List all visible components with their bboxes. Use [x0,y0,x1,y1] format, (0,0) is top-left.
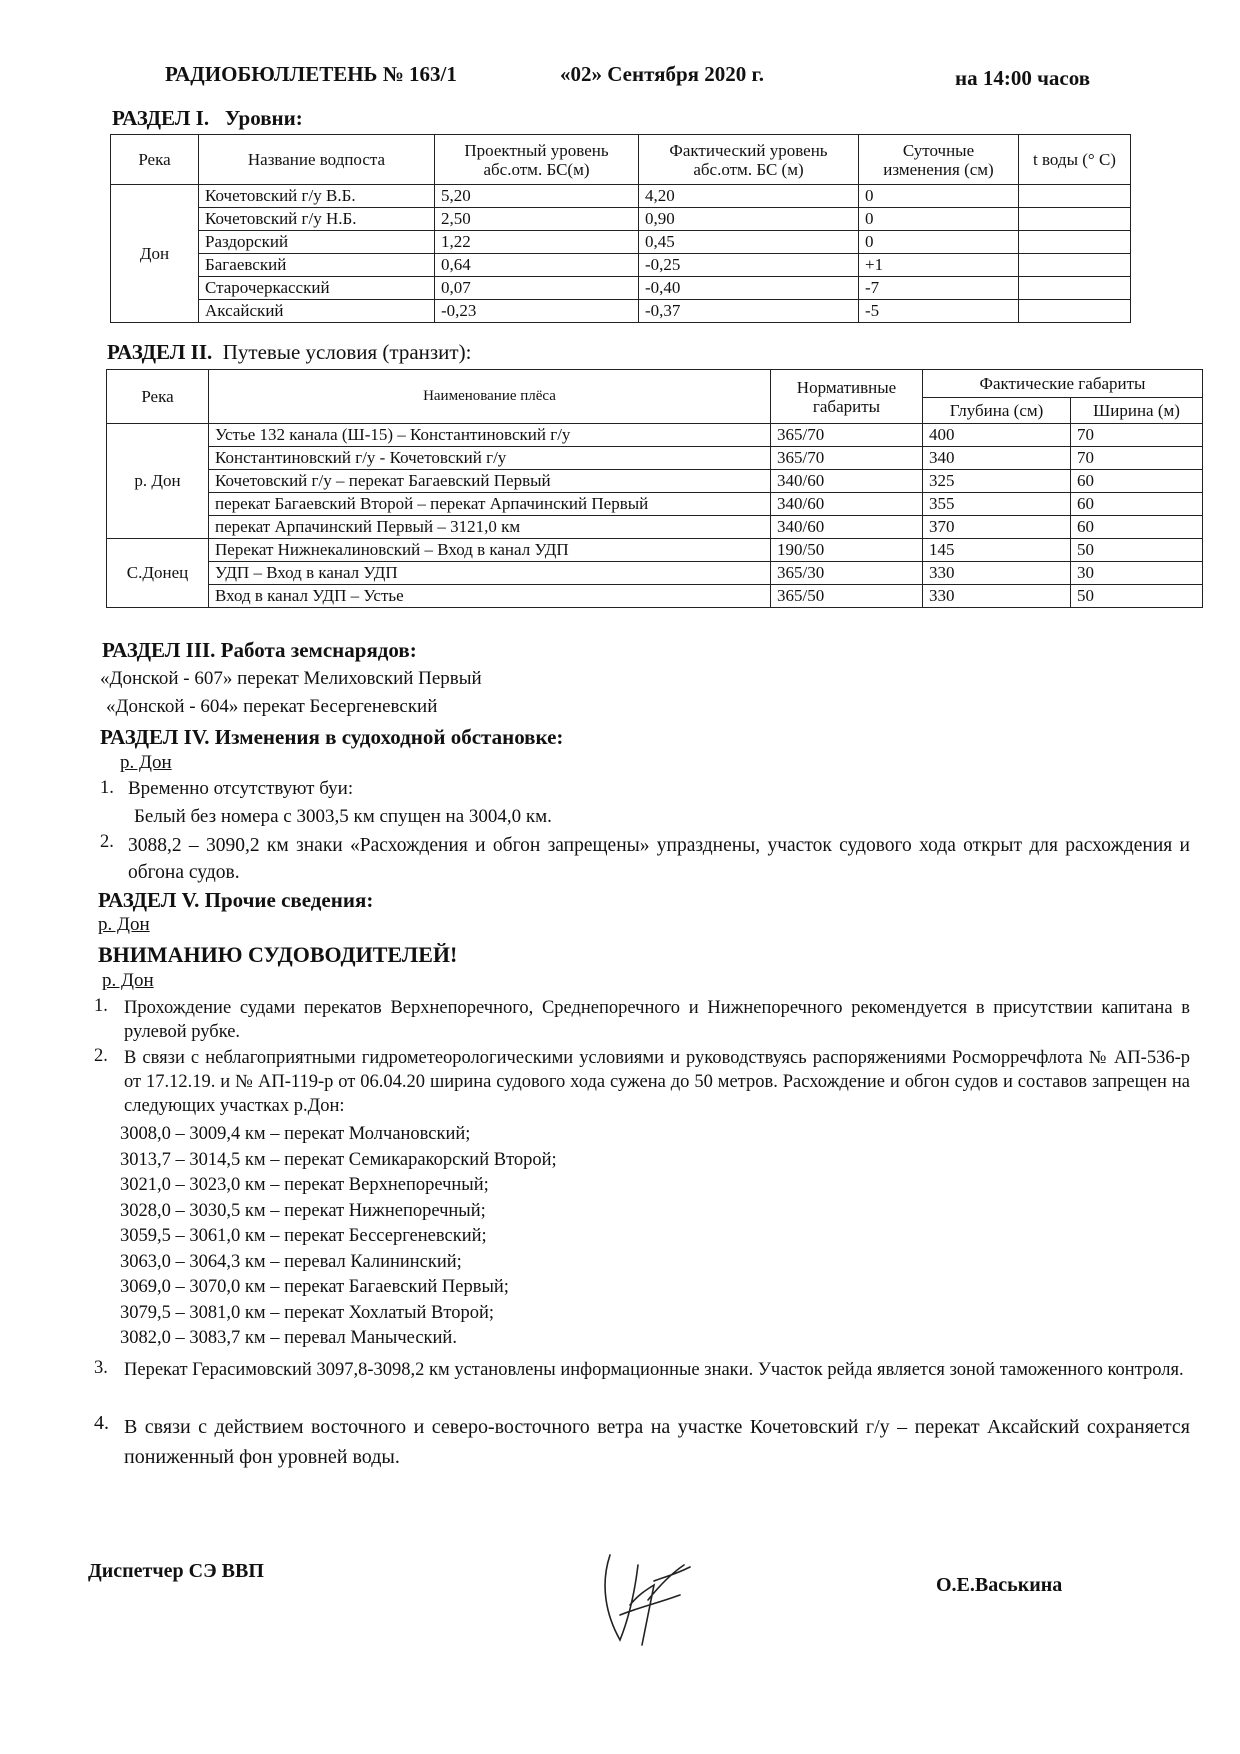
route-width: 60 [1071,516,1203,539]
route-header-normative: Нормативные габариты [771,370,923,424]
route-table [106,369,1203,608]
route-width: 50 [1071,585,1203,608]
section4-item1-detail: Белый без номера с 3003,5 км спущен на 3004,0 км. [134,806,552,827]
list-item: 3021,0 – 3023,0 км – перекат Верхнепоречный; [120,1175,489,1195]
levels-design: 5,20 [435,185,639,208]
levels-post: Кочетовский г/у В.Б. [199,185,435,208]
route-reach: Перекат Нижнекалиновский – Вход в канал УДП [209,539,771,562]
section1-title [112,106,303,131]
item-number: 4. [94,1412,109,1434]
route-depth: 145 [923,539,1071,562]
section5-river: р. Дон [98,914,150,935]
item-number: 3. [94,1358,108,1378]
levels-post: Аксайский [199,300,435,323]
route-width: 60 [1071,470,1203,493]
route-norm: 365/30 [771,562,923,585]
list-item: 3059,5 – 3061,0 км – перекат Бессергеневский; [120,1226,487,1246]
levels-temp [1019,231,1131,254]
route-depth: 330 [923,585,1071,608]
levels-header-river: Река [111,135,199,185]
item-number: 1. [94,996,108,1016]
table-row [107,585,1203,608]
levels-header-design: Проектный уровень абс.отм. БС(м) [435,135,639,185]
attention-title: ВНИМАНИЮ СУДОВОДИТЕЛЕЙ! [98,942,458,967]
levels-post: Старочеркасский [199,277,435,300]
route-norm: 365/50 [771,585,923,608]
route-reach: перекат Арпачинский Первый – 3121,0 км [209,516,771,539]
route-river: р. Дон [107,424,209,539]
section2-title [107,340,471,365]
levels-temp [1019,254,1131,277]
levels-temp [1019,185,1131,208]
levels-change: 0 [859,185,1019,208]
route-reach: Константиновский г/у - Кочетовский г/у [209,447,771,470]
levels-actual: 4,20 [639,185,859,208]
signer-position: Диспетчер СЭ ВВП [88,1560,264,1582]
levels-header-actual: Фактический уровень абс.отм. БС (м) [639,135,859,185]
levels-temp [1019,208,1131,231]
attention-item2: В связи с неблагоприятными гидрометеорологическими условиями и руководствуясь распоряжениями Росморречфлота № АП-536-р от 17.12.19. и № АП-119-р от 06.04.20 ширина судового хода сужена до 50 метров. Расхождение и обгон судов и составов запрещен на следующих участках р.Дон: [124,1048,1190,1116]
route-width: 70 [1071,447,1203,470]
levels-post: Багаевский [199,254,435,277]
route-width: 70 [1071,424,1203,447]
item-number: 2. [100,832,114,852]
levels-change: -5 [859,300,1019,323]
bulletin-date: «02» Сентября 2020 г. [560,62,764,86]
route-norm: 365/70 [771,447,923,470]
route-depth: 330 [923,562,1071,585]
attention-river: р. Дон [102,970,154,991]
section1-number: РАЗДЕЛ I. [112,106,210,130]
route-header-width: Ширина (м) [1071,398,1203,424]
route-norm: 190/50 [771,539,923,562]
item-number: 2. [94,1046,108,1066]
route-header-actual: Фактические габариты [923,370,1203,398]
signature-icon [580,1545,700,1655]
route-header-depth: Глубина (см) [923,398,1071,424]
levels-actual: -0,40 [639,277,859,300]
levels-change: 0 [859,208,1019,231]
list-item: 3079,5 – 3081,0 км – перекат Хохлатый Второй; [120,1302,495,1323]
levels-table [110,134,1131,323]
table-row [107,470,1203,493]
bulletin-number: РАДИОБЮЛЛЕТЕНЬ № 163/1 [165,62,457,86]
route-river: С.Донец [107,539,209,608]
route-header-reach: Наименование плёса [209,370,771,424]
route-reach: Устье 132 канала (Ш-15) – Константиновский г/у [209,424,771,447]
list-item: 3008,0 – 3009,4 км – перекат Молчановский; [120,1124,471,1144]
levels-river: Дон [111,185,199,323]
levels-temp [1019,300,1131,323]
levels-change: +1 [859,254,1019,277]
levels-post: Раздорский [199,231,435,254]
table-row [107,562,1203,585]
table-row [107,493,1203,516]
levels-header-post: Название водпоста [199,135,435,185]
levels-actual: 0,90 [639,208,859,231]
table-row [111,208,1131,231]
levels-change: 0 [859,231,1019,254]
attention-item4: В связи с действием восточного и северо-восточного ветра на участке Кочетовский г/у – перекат Аксайский сохраняется пониженный фон уровней воды. [124,1416,1190,1468]
attention-item1: Прохождение судами перекатов Верхнепоречного, Среднепоречного и Нижнепоречного рекомендуется в присутствии капитана в рулевой рубке. [124,998,1190,1042]
levels-design: 0,64 [435,254,639,277]
table-row [111,185,1131,208]
item-number: 1. [100,778,114,798]
route-width: 60 [1071,493,1203,516]
table-row [107,516,1203,539]
route-depth: 370 [923,516,1071,539]
route-width: 50 [1071,539,1203,562]
levels-design: 2,50 [435,208,639,231]
header [165,54,1125,94]
section4-item2: 3088,2 – 3090,2 км знаки «Расхождения и обгон запрещены» упразднены, участок судового хода открыт для расхождения и обгона судов. [128,835,1190,883]
table-row [111,300,1131,323]
dredger-line: «Донской - 604» перекат Бесергеневский [106,696,438,717]
route-norm: 340/60 [771,493,923,516]
route-depth: 355 [923,493,1071,516]
table-row [111,254,1131,277]
levels-design: 0,07 [435,277,639,300]
list-item: 3028,0 – 3030,5 км – перекат Нижнепоречный; [120,1200,486,1221]
section2-subtitle: Путевые условия (транзит): [222,340,472,364]
levels-actual: -0,37 [639,300,859,323]
table-row [107,447,1203,470]
levels-post: Кочетовский г/у Н.Б. [199,208,435,231]
levels-header-temp: t воды (° С) [1019,135,1131,185]
table-row [111,231,1131,254]
section4-title: РАЗДЕЛ IV. Изменения в судоходной обстановке: [100,725,564,749]
section5-title: РАЗДЕЛ V. Прочие сведения: [98,888,374,912]
levels-temp [1019,277,1131,300]
route-norm: 365/70 [771,424,923,447]
list-item: 3069,0 – 3070,0 км – перекат Багаевский Первый; [120,1277,509,1297]
table-row [111,277,1131,300]
route-depth: 400 [923,424,1071,447]
route-depth: 325 [923,470,1071,493]
route-reach: перекат Багаевский Второй – перекат Арпачинский Первый [209,493,771,516]
list-item: 3013,7 – 3014,5 км – перекат Семикаракорский Второй; [120,1149,557,1170]
route-width: 30 [1071,562,1203,585]
levels-change: -7 [859,277,1019,300]
section4-river: р. Дон [120,752,172,773]
levels-design: -0,23 [435,300,639,323]
table-row [107,424,1203,447]
restriction-list [120,1122,557,1352]
section1-subtitle: Уровни: [224,106,303,130]
section3-title: РАЗДЕЛ III. Работа земснарядов: [102,638,417,662]
route-reach: УДП – Вход в канал УДП [209,562,771,585]
list-item: 3063,0 – 3064,3 км – перевал Калининский; [120,1251,462,1272]
dredger-line: «Донской - 607» перекат Мелиховский Первый [100,668,482,689]
bulletin-time: на 14:00 часов [955,66,1091,90]
signer-name: О.Е.Васькина [936,1574,1063,1596]
route-depth: 340 [923,447,1071,470]
table-row [107,539,1203,562]
route-norm: 340/60 [771,470,923,493]
section2-number: РАЗДЕЛ II. [107,340,213,364]
levels-actual: 0,45 [639,231,859,254]
attention-item3: Перекат Герасимовский 3097,8-3098,2 км установлены информационные знаки. Участок рейда является зоной таможенного контроля. [124,1360,1184,1380]
levels-design: 1,22 [435,231,639,254]
list-item: 3082,0 – 3083,7 км – перевал Маныческий. [120,1328,457,1348]
route-norm: 340/60 [771,516,923,539]
route-reach: Кочетовский г/у – перекат Багаевский Первый [209,470,771,493]
levels-header-change: Суточные изменения (см) [859,135,1019,185]
route-reach: Вход в канал УДП – Устье [209,585,771,608]
route-header-river: Река [107,370,209,424]
section4-item1: Временно отсутствуют буи: [128,778,354,799]
levels-actual: -0,25 [639,254,859,277]
